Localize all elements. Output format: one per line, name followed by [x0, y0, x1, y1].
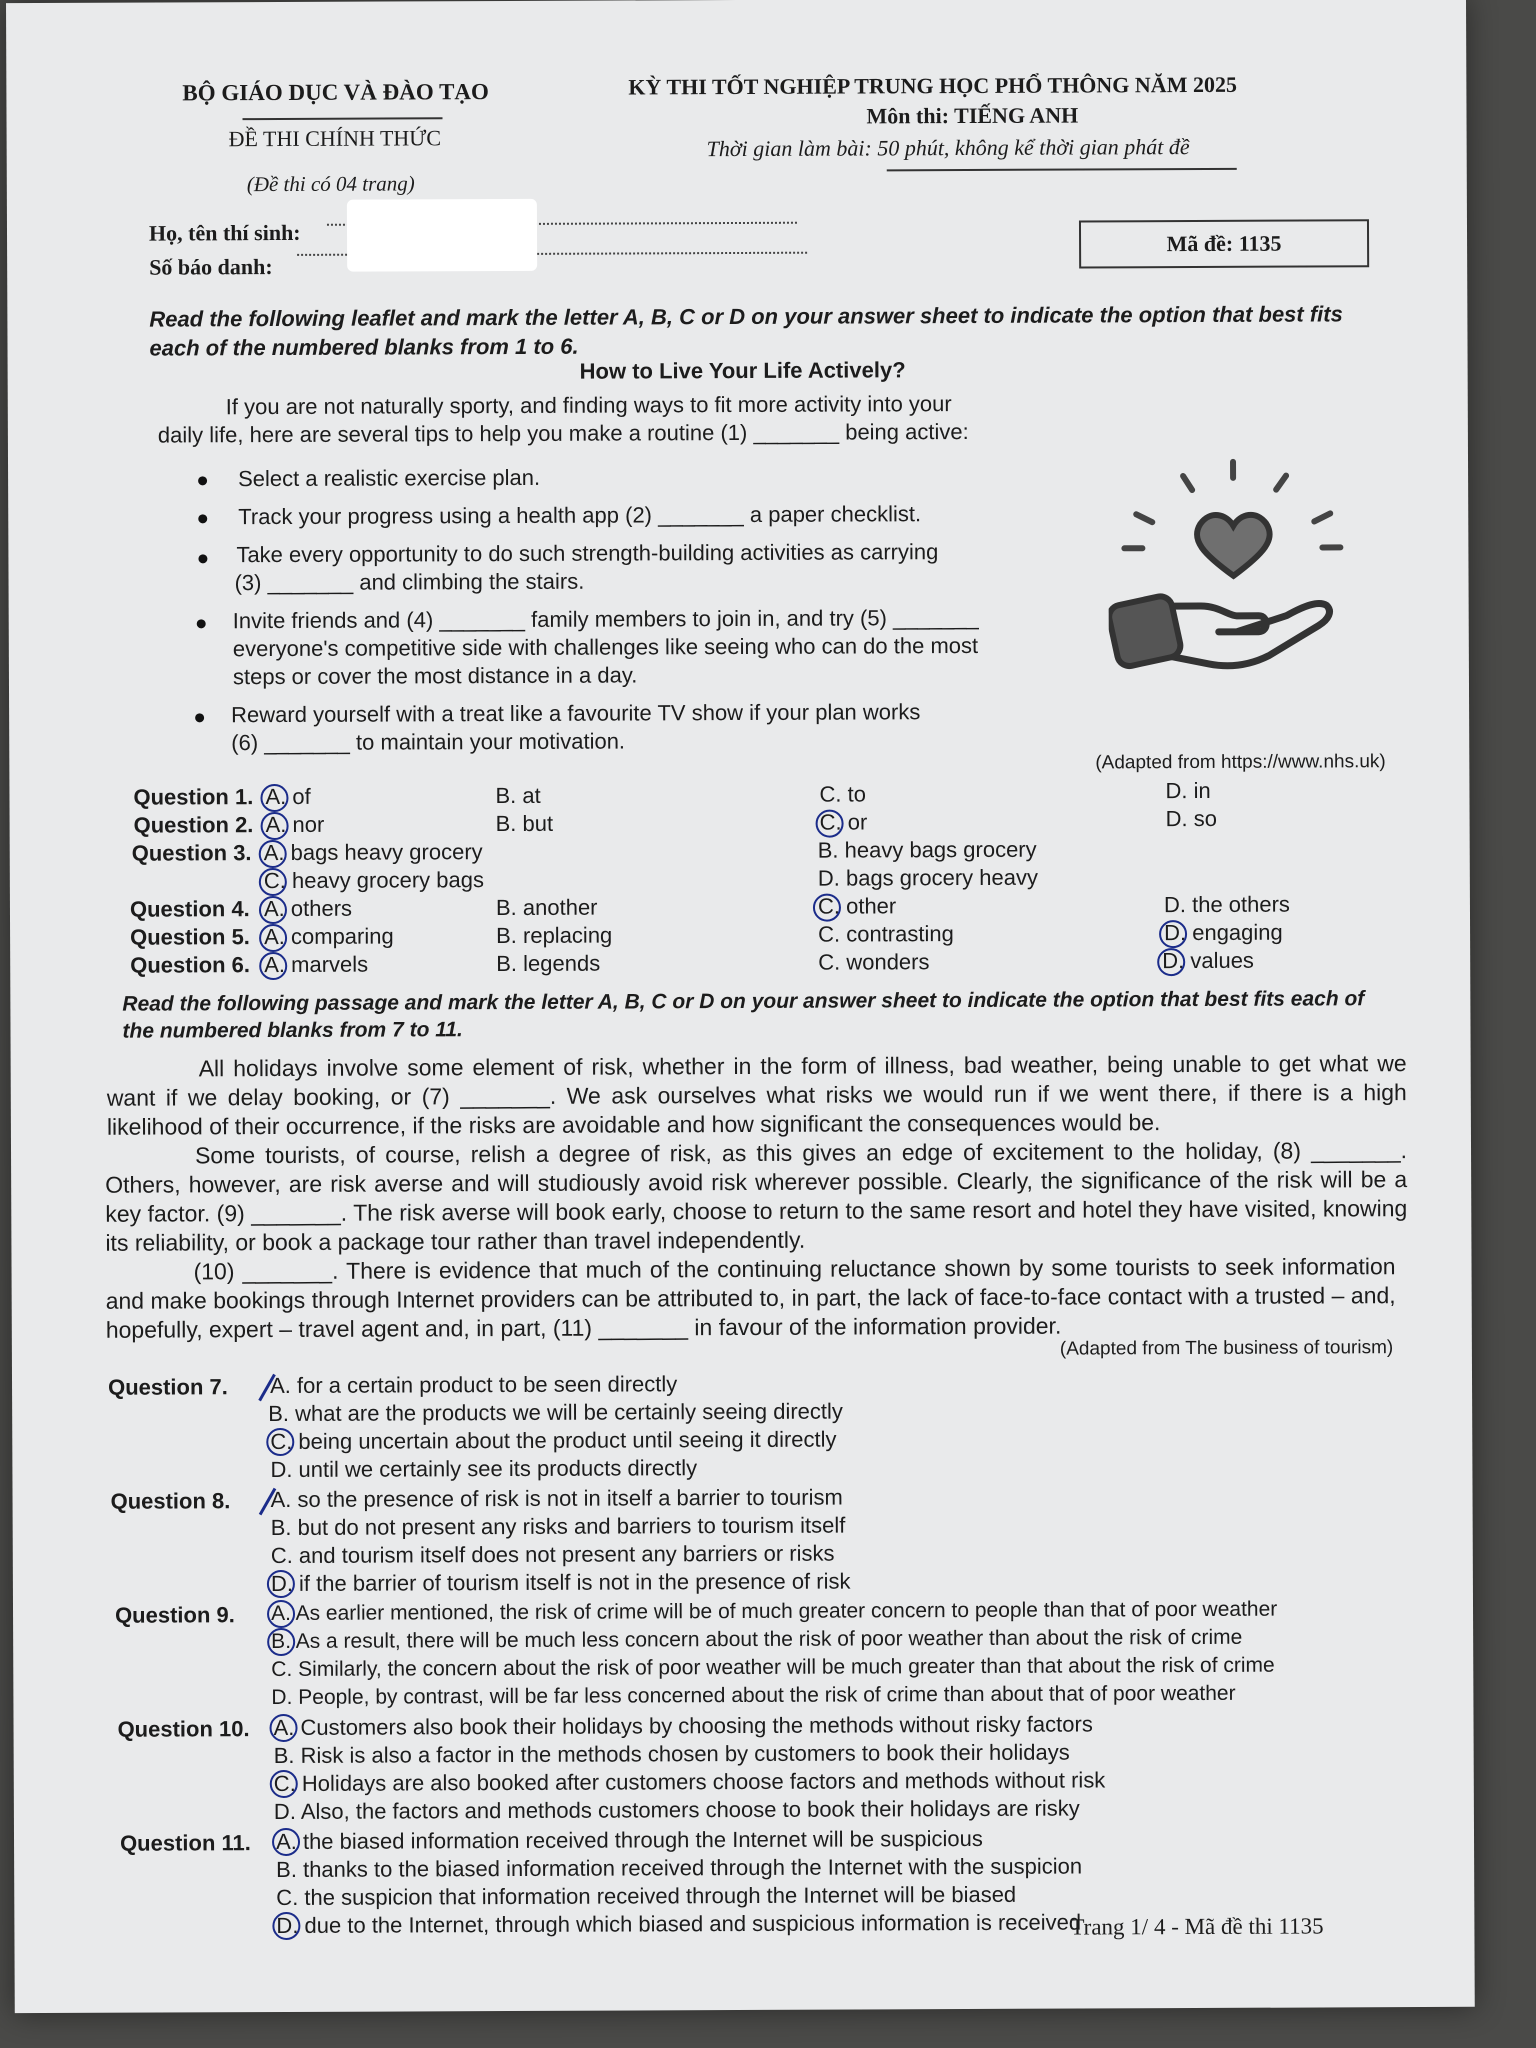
option-d[interactable]: D. in — [1165, 777, 1211, 804]
exam-title: KỲ THI TỐT NGHIỆP TRUNG HỌC PHỔ THÔNG NĂM 2025 — [628, 71, 1237, 100]
pen-circle-mark — [267, 1570, 295, 1598]
bullet-dot — [195, 713, 204, 722]
option-b[interactable]: B. what are the products we will be certainly seeing directly — [268, 1398, 843, 1427]
pen-circle-mark — [272, 1828, 300, 1856]
option-a[interactable]: A. others — [263, 895, 353, 922]
option-d[interactable]: D. due to the Internet, through which biased and suspicious information is received — [276, 1909, 1082, 1939]
tip-item-cont: (3) _______ and climbing the stairs. — [234, 568, 585, 596]
option-c[interactable]: C. wonders — [818, 949, 930, 975]
pen-circle-mark — [261, 812, 289, 840]
tip-item: Take every opportunity to do such strength-building activities as carrying — [236, 539, 939, 568]
passage-paragraph-3: (10) _______. There is evidence that much of the continuing reluctance shown by some tourists to seek information and make bookings through Internet providers can be attributed to, in part, the lack of face-to-face contact with a trusted – and, hopefully, expert – travel agent and, in part, (11) _______ in favour of the information provider. — [105, 1253, 1396, 1343]
option-b[interactable]: B. As a result, there will be much less concern about the risk of poor weather than about the risk of crime — [271, 1625, 1243, 1654]
tip-item: Track your progress using a health app (2) _______ a paper checklist. — [238, 501, 922, 530]
leaflet-title: How to Live Your Life Actively? — [579, 357, 906, 384]
option-d[interactable]: D. if the barrier of tourism itself is not in the presence of risk — [270, 1568, 851, 1597]
question-label: Question 1. — [133, 784, 254, 810]
leaflet-intro-line2: daily life, here are several tips to help you make a routine (1) _______ being active: — [157, 418, 969, 448]
option-a[interactable]: A. As earlier mentioned, the risk of crime will be of much greater concern to people than that of poor weather — [270, 1597, 1278, 1626]
option-a[interactable]: A. Customers also book their holidays by choosing the methods without risky factors — [273, 1711, 1093, 1741]
pen-circle-mark — [272, 1912, 300, 1940]
redaction-patch — [347, 199, 537, 272]
header-underline-left — [243, 117, 443, 120]
hand-heart-icon — [1108, 455, 1359, 686]
option-a[interactable]: A. comparing — [264, 923, 394, 950]
option-b[interactable]: B. replacing — [496, 922, 613, 949]
option-c[interactable]: C. heavy grocery bags — [263, 867, 484, 894]
option-a[interactable]: A. the biased information received through the Internet will be suspicious — [275, 1825, 983, 1855]
leaflet-intro-line1: If you are not naturally sporty, and finding ways to fit more activity into your — [225, 391, 952, 420]
question-label: Question 8. — [110, 1488, 231, 1514]
bullet-dot — [198, 514, 207, 523]
pen-circle-mark — [1159, 920, 1187, 948]
option-d[interactable]: D. until we certainly see its products directly — [270, 1455, 698, 1483]
pen-circle-mark — [813, 894, 841, 922]
tip-item: Invite friends and (4) _______ family members to join in, and try (5) _______ — [232, 604, 979, 634]
pen-circle-mark — [259, 868, 287, 896]
option-b[interactable]: B. another — [495, 894, 598, 921]
option-a[interactable]: A. nor — [265, 811, 325, 838]
bullet-dot — [197, 619, 206, 628]
option-b[interactable]: B. at — [495, 782, 541, 809]
question-label: Question 11. — [119, 1830, 251, 1856]
question-label: Question 6. — [130, 952, 251, 978]
option-c[interactable]: C. or — [819, 809, 868, 835]
question-label: Question 4. — [129, 896, 250, 922]
pen-circle-mark — [259, 952, 287, 980]
passage-paragraph-1: All holidays involve some element of risk, whether in the form of illness, bad weather, being unable to get what we want if we delay booking, or (7) _______. We ask ourselves what risks we would run if we went there, if there is a high likelihood of their occurrence, if the risks are avoidable and how significant the consequences would be. — [106, 1050, 1407, 1140]
time-note: Thời gian làm bài: 50 phút, không kể thời gian phát đề — [706, 134, 1190, 162]
section2-instruction: Read the following passage and mark the letter A, B, C or D on your answer sheet to indicate the option that best fits each of the numbered blanks from 7 to 11. — [122, 987, 1365, 1043]
option-b[interactable]: B. but do not present any risks and barriers to tourism itself — [270, 1512, 846, 1541]
pen-circle-mark — [259, 924, 287, 952]
option-a[interactable]: A. marvels — [264, 951, 369, 978]
official-label: ĐỀ THI CHÍNH THỨC — [228, 125, 442, 152]
subject: Môn thi: TIẾNG ANH — [866, 102, 1079, 129]
option-c[interactable]: C. other — [817, 893, 897, 919]
candidate-id-label: Số báo danh: — [149, 254, 273, 280]
pen-circle-mark — [259, 840, 287, 868]
pen-circle-mark — [266, 1428, 294, 1456]
candidate-name-label: Họ, tên thí sinh: — [148, 219, 301, 246]
ministry-title: BỘ GIÁO DỤC VÀ ĐÀO TẠO — [182, 79, 489, 106]
question-label: Question 9. — [114, 1602, 235, 1628]
exam-code-box: Mã đề: 1135 — [1079, 219, 1369, 268]
section1-instruction: Read the following leaflet and mark the letter A, B, C or D on your answer sheet to indicate the option that best fits each of the numbered blanks from 1 to 6. — [149, 301, 1343, 361]
pen-circle-mark — [269, 1714, 297, 1742]
bullet-dot — [198, 554, 207, 563]
option-d[interactable]: D. the others — [1163, 891, 1290, 918]
question-label: Question 5. — [130, 924, 250, 950]
tip-item: Reward yourself with a treat like a favourite TV show if your plan works — [231, 699, 921, 728]
option-b[interactable]: B. heavy bags grocery — [817, 836, 1037, 863]
pen-circle-mark — [267, 1628, 295, 1656]
pages-note: (Đề thi có 04 trang) — [246, 171, 415, 197]
pen-circle-mark — [1157, 948, 1185, 976]
option-d[interactable]: D. engaging — [1164, 919, 1283, 946]
option-a[interactable]: A. for a certain product to be seen directly — [269, 1371, 678, 1399]
option-a[interactable]: A. so the presence of risk is not in itself a barrier to tourism — [270, 1484, 843, 1513]
option-d[interactable]: D. so — [1165, 805, 1217, 832]
option-c[interactable]: C. the suspicion that information received through the Internet will be biased — [276, 1881, 1017, 1911]
option-c[interactable]: C. and tourism itself does not present any barriers or risks — [270, 1540, 835, 1569]
tip-item: Select a realistic exercise plan. — [238, 464, 541, 492]
option-c[interactable]: C. to — [819, 781, 866, 807]
option-d[interactable]: D. People, by contrast, will be far less concerned about the risk of crime than about that of poor weather — [271, 1681, 1236, 1710]
option-a[interactable]: A. bags heavy grocery — [263, 839, 483, 866]
option-a[interactable]: A. of — [265, 783, 311, 810]
tip-item-cont: everyone's competitive side with challenges like seeing who can do the most — [232, 632, 979, 662]
passage-paragraph-2: Some tourists, of course, relish a degree of risk, as this gives an edge of excitement to the holiday, (8) _______. Others, however, are risk averse and will studiously avoid risk wherever possible. Clearly, the significance of the risk will be a key factor. (9) _______. The risk averse will book early, choose to return to the same resort and hotel they have visited, knowing its reliability, or book a package tour rather than travel independently. — [105, 1137, 1408, 1256]
question-label: Question 10. — [117, 1716, 250, 1742]
question-label: Question 3. — [131, 840, 252, 866]
tip-item-cont: (6) _______ to maintain your motivation. — [231, 728, 626, 756]
pen-circle-mark — [267, 1600, 295, 1628]
page-footer: Trang 1/ 4 - Mã đề thi 1135 — [1070, 1913, 1324, 1940]
option-b[interactable]: B. but — [495, 810, 554, 837]
question-label: Question 2. — [133, 812, 254, 838]
header-underline-right — [887, 168, 1237, 172]
option-b[interactable]: B. thanks to the biased information received through the Internet with the suspicion — [276, 1853, 1083, 1883]
option-c[interactable]: C. Holidays are also booked after customers choose factors and methods without risk — [273, 1767, 1106, 1797]
option-c[interactable]: C. Similarly, the concern about the risk of poor weather will be much greater than that about the risk of crime — [271, 1653, 1275, 1682]
tip-item-cont: steps or cover the most distance in a day. — [232, 662, 638, 690]
passage-source: (Adapted from The business of tourism) — [1059, 1337, 1394, 1360]
option-d[interactable]: D. Also, the factors and methods customers choose to book their holidays are risky — [273, 1795, 1080, 1825]
pen-circle-mark — [259, 896, 287, 924]
option-b[interactable]: B. Risk is also a factor in the methods chosen by customers to book their holidays — [273, 1739, 1070, 1769]
leaflet-source: (Adapted from https://www.nhs.uk) — [1095, 751, 1386, 774]
question-label: Question 7. — [107, 1374, 228, 1400]
option-b[interactable]: B. legends — [496, 950, 601, 977]
option-c[interactable]: C. contrasting — [818, 921, 954, 947]
option-d[interactable]: D. values — [1162, 947, 1254, 974]
pen-circle-mark — [816, 810, 844, 838]
bullet-dot — [198, 476, 207, 485]
exam-page — [6, 0, 1475, 2013]
pen-circle-mark — [270, 1770, 298, 1798]
pen-circle-mark — [260, 784, 288, 812]
option-c[interactable]: C. being uncertain about the product until seeing it directly — [270, 1426, 837, 1455]
option-d[interactable]: D. bags grocery heavy — [817, 864, 1038, 891]
